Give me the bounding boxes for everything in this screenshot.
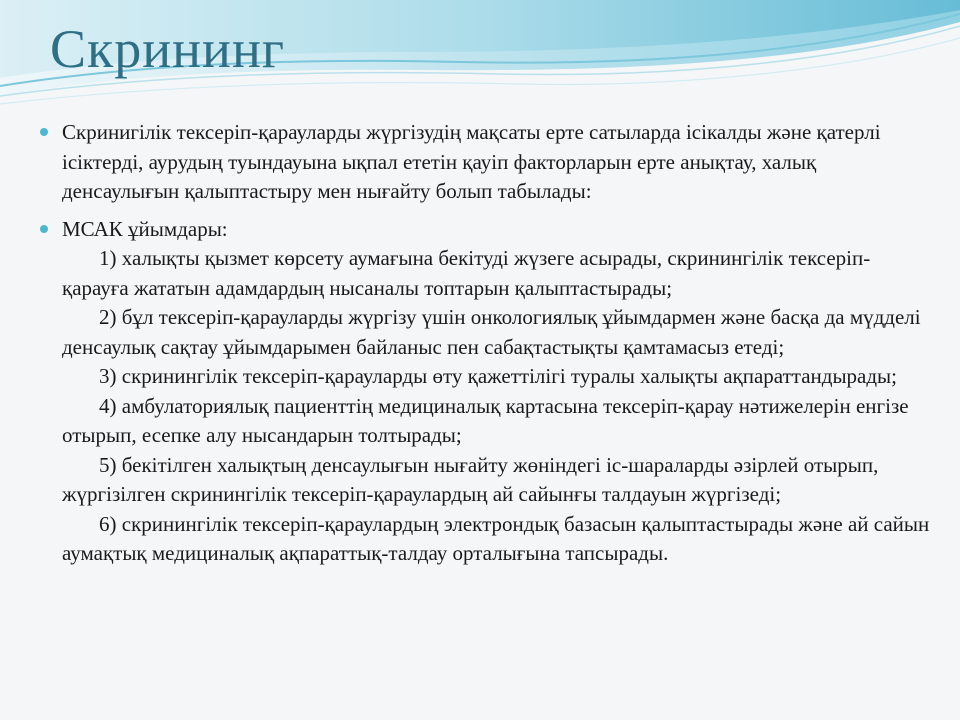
list-item-4: 4) амбулаториялық пациенттің медициналық картасына тексеріп-қарау нәтижелерін енгізе отырып, есепке алу нысандарын толтырады;	[62, 393, 909, 447]
slide-content	[40, 118, 930, 569]
paragraph-2-heading: МСАК ұйымдары:	[62, 216, 228, 241]
list-item-5: 5) бекітілген халықтың денсаулығын нығайту жөніндегі іс-шараларды әзірлей отырып, жүргізілген скринингілік тексеріп-қараулардың ай сайынғы талдауын жүргізеді;	[62, 452, 879, 506]
list-item-2: 2) бұл тексеріп-қарауларды жүргізу үшін онкологиялық ұйымдармен және басқа да мүдделі денсаулық сақтау ұйымдарымен байланыс пен сабақтастықты қамтамасыз етеді;	[62, 305, 921, 359]
bullet-dot-icon	[40, 225, 48, 233]
slide-title: Скрининг	[50, 19, 285, 79]
bullet-dot-icon	[40, 128, 48, 136]
paragraph-1-text: Скринигілік тексеріп-қарауларды жүргізудің мақсаты ерте сатыларда ісікалды және қатерлі ісіктерді, аурудың туындауына ықпал ететін қауіп факторларын ерте анықтау, халық денсаулығын қалыптастыру мен нығайту болып табылады:	[62, 120, 881, 203]
list-item-6: 6) скринингілік тексеріп-қараулардың электрондық базасын қалыптастырады және ай сайын аумақтық медициналық ақпараттық-талдау орталығына тапсырады.	[62, 511, 930, 565]
bullet-paragraph-2	[40, 215, 930, 569]
list-item-3: 3) скринингілік тексеріп-қарауларды өту қажеттілігі туралы халықты ақпараттандырады;	[99, 364, 897, 388]
bullet-paragraph-1	[40, 118, 930, 207]
list-item-1: 1) халықты қызмет көрсету аумағына бекітуді жүзеге асырады, скринингілік тексеріп-қарауға жататын адамдардың нысаналы топтарын қалыптастырады;	[62, 246, 871, 300]
